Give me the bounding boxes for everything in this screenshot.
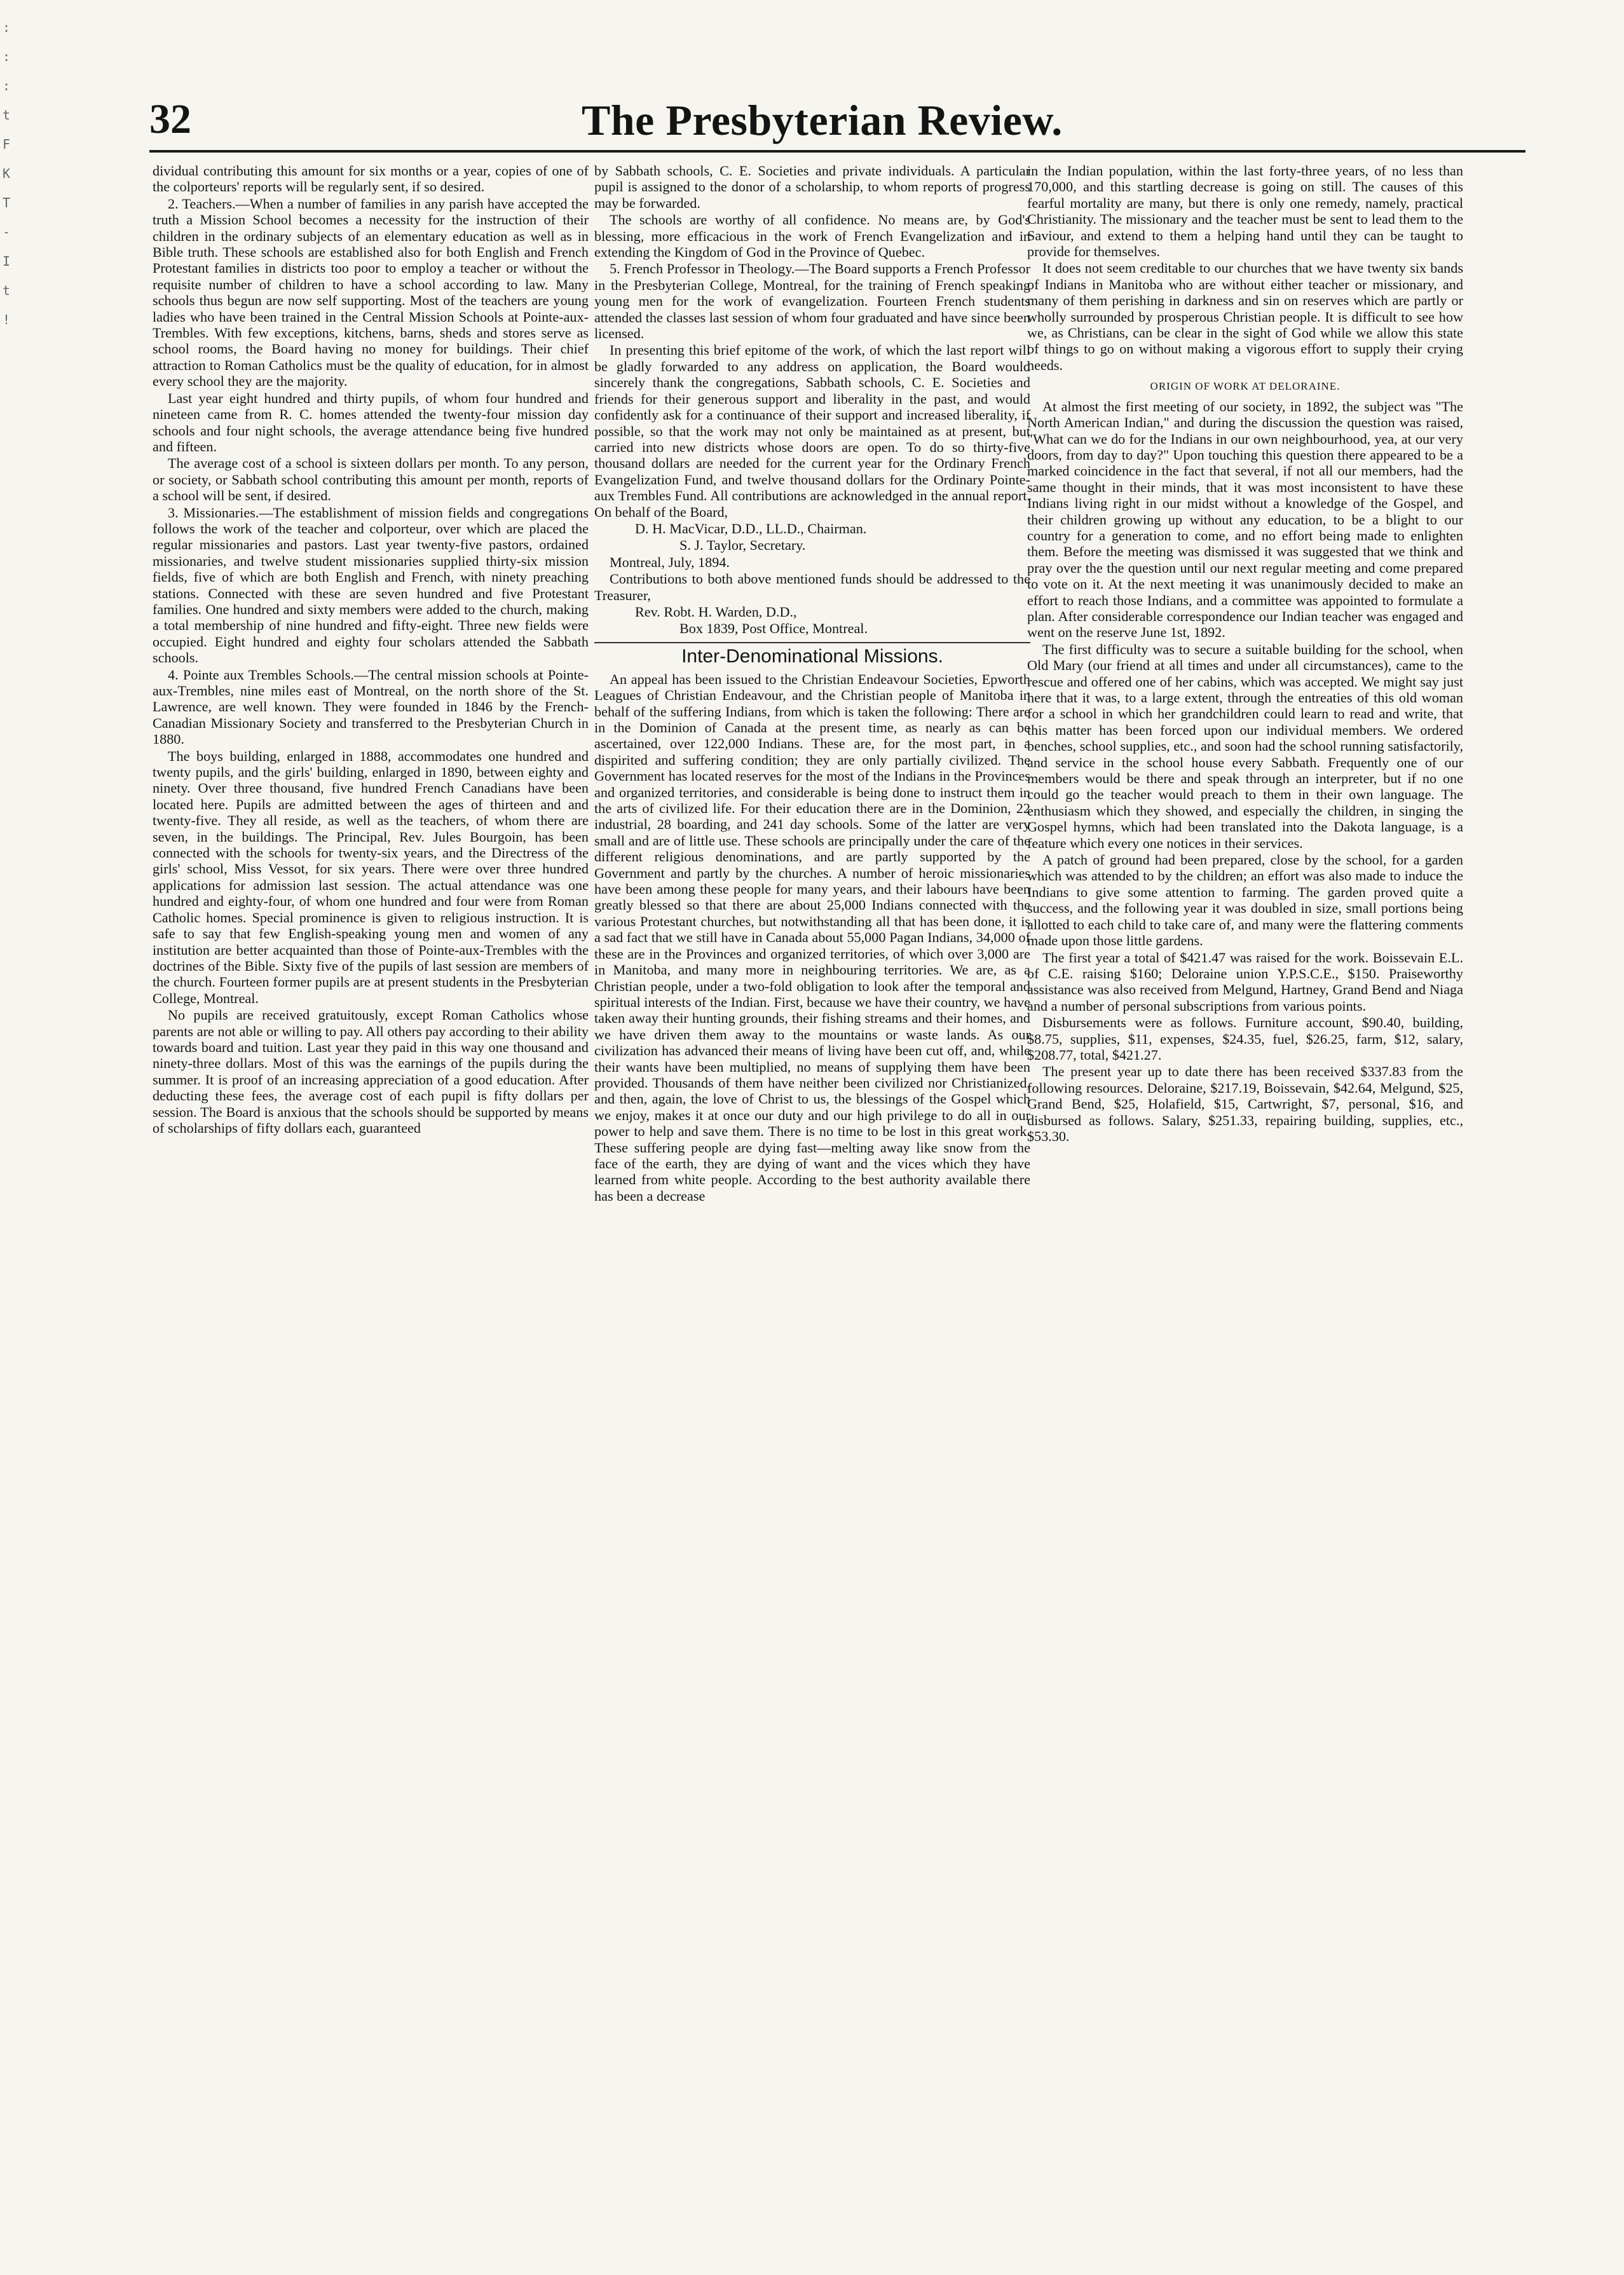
- masthead-rule: [149, 150, 1525, 153]
- signature-chairman: D. H. MacVicar, D.D., LL.D., Chairman.: [635, 520, 867, 536]
- contributions-note: Contributions to both above mentioned funds should be addressed to the Treasurer,: [594, 571, 1030, 603]
- paragraph: At almost the first meeting of our society, in 1892, the subject was "The North American Indian," and during the discussion the question was raised, "What can we do for the Indians in our own neighbourhood, yea, at our very doors, from day to day?" Upon touching this question there appeared to be a marked coincidence in the fact that several, if not all our members, had the same thought in their minds, that it was most inconsistent to have these Indians living right in our midst without a knowledge of the Gospel, and their children growing up without any education, to be a blight to our country for a generation to come, and no effort being made to enlighten them. Before the meeting was dismissed it was suggested that we think and pray over the the question until our next regular meeting and come prepared to vote on it. At the next meeting it was unanimously decided to make an effort to reach those Indians, and a committee was appointed to formulate a plan. After considerable correspondence our Indian teacher was engaged and went on the reserve June 1st, 1892.: [1027, 398, 1463, 641]
- column-2: [594, 163, 1030, 2260]
- paragraph: The present year up to date there has been received $337.83 from the following resources. Deloraine, $217.19, Boissevain, $42.64, Melgund, $25, Grand Bend, $25, Holafield, $15, Cartwright, $7, personal, $16, and disbursed as follows. Salary, $251.33, repairing building, supplies, etc., $53.30.: [1027, 1063, 1463, 1144]
- paragraph: No pupils are received gratuitously, except Roman Catholics whose parents are not able or willing to pay. All others pay according to their ability towards board and tuition. Last year they paid in this way one thousand and ninety-three dollars. Most of this was the earnings of the pupils during the summer. It is proof of an increasing appreciation of a good education. After deducting these fees, the average cost of each pupil is fifty dollars per session. The Board is anxious that the schools should be supported by means of scholarships of fifty dollars each, guaranteed: [153, 1007, 589, 1136]
- column-3: [1027, 163, 1463, 2260]
- paragraph: 3. Missionaries.—The establishment of mission fields and congregations follows the work of the teacher and colporteur, over which are placed the regular missionaries and pastors. Last year twenty-five pastors, ordained missionaries, and twelve student missionaries supplied thirty-six mission fields, five of which are both English and French, with ninety preaching stations. Connected with these are seven hundred and five Protestant families. One hundred and sixty members were added to the church, making a total membership of nine hundred and fifty-eight. Three new fields were occupied. Eight hundred and eighty four scholars attended the Sabbath schools.: [153, 504, 589, 666]
- paragraph: In presenting this brief epitome of the work, of which the last report will be gladly forwarded to any address on application, the Board would sincerely thank the congregations, Sabbath schools, C. E. Societies and friends for their generous support and liberality in the past, and would confidently ask for a continuance of their support and increased liberality, if possible, so that the work may not only be maintained as at present, but carried into new districts whose doors are open. To do so thirty-five thousand dollars are needed for the current year for the Ordinary French Evangelization Fund, and twelve thousand dollars for the Ordinary Pointe-aux Trembles Fund. All contributions are acknowledged in the annual report. On behalf of the Board,: [594, 342, 1030, 520]
- column-1: [153, 163, 589, 2260]
- paragraph: The average cost of a school is sixteen dollars per month. To any person, or society, or Sabbath school contributing this amount per month, reports of a school will be sent, if desired.: [153, 455, 589, 504]
- page-number: 32: [149, 96, 191, 142]
- section-title: Inter-Denominational Missions.: [594, 642, 1030, 667]
- paragraph: It does not seem creditable to our churches that we have twenty six bands of Indians in Manitoba who are without either teacher or missionary, and many of them perishing in darkness and sin on reserves which are partly or wholly surrounded by prosperous Christian people. It is difficult to see how we, as Christians, can be clear in the sight of God while we allow this state of things to go on without making a vigorous effort to supply their crying needs.: [1027, 260, 1463, 373]
- subhead: ORIGIN OF WORK AT DELORAINE.: [1150, 380, 1341, 393]
- paragraph: The schools are worthy of all confidence. No means are, by God's blessing, more efficacious in the work of French Evangelization and in extending the Kingdom of God in the Province of Quebec.: [594, 212, 1030, 261]
- paragraph: dividual contributing this amount for six months or a year, copies of one of the colporteurs' reports will be regularly sent, if so desired.: [153, 163, 589, 195]
- paragraph: The first year a total of $421.47 was raised for the work. Boissevain E.L. of C.E. raising $160; Deloraine union Y.P.S.C.E., $150. Praiseworthy assistance was also received from Melgund, Hartney, Grand Bend and Niaga and a number of personal subscriptions from various points.: [1027, 949, 1463, 1014]
- masthead: [149, 95, 1525, 153]
- paragraph: The first difficulty was to secure a suitable building for the school, when Old Mary (our friend at all times and under all circumstances), came to the rescue and offered one of her cabins, which was accepted. We might say just here that it was, to a large extent, through the entreaties of this old woman for a school in which her grandchildren could learn to read and write, that this matter has been forced upon our individual members. We ordered benches, school supplies, etc., and soon had the school running satisfactorily, and service in the school house every Sabbath. Frequently one of our members would be there and speak through an interpreter, but if no one could go the teacher would preach to them in their own language. The enthusiasm which they showed, and especially the children, in singing the Gospel hymns, which had been translated into the Dakota language, is a feature which every one notices in their services.: [1027, 641, 1463, 851]
- paragraph: 5. French Professor in Theology.—The Board supports a French Professor in the Presbyterian College, Montreal, for the training of French speaking young men for the work of evangelization. Fourteen French students attended the classes last session of whom four graduated and have since been licensed.: [594, 261, 1030, 342]
- scan-margin-marks: : : : t F K T - I t !: [3, 20, 11, 327]
- treasurer-name: Rev. Robt. H. Warden, D.D.,: [635, 603, 797, 620]
- paragraph: An appeal has been issued to the Christian Endeavour Societies, Epworth Leagues of Christian Endeavour, and the Christian people of Manitoba in behalf of the suffering Indians, from which is taken the following: There are in the Dominion of Canada at the present time, as nearly as can be ascertained, over 122,000 Indians. These are, for the most part, in a dispirited and suffering condition; they are only partially civilized. The Government has located reserves for the most of the Indians in the Provinces and organized territories, and considerable is being done to instruct them in the arts of civilized life. For their education there are in the Dominion, 22 industrial, 28 boarding, and 241 day schools. Some of the latter are very small and are of little use. These schools are principally under the care of the different religious denominations, and are partly supported by the Government and partly by the churches. A number of heroic missionaries have been among these people for many years, and their labours have been greatly blessed so that there are about 25,000 Indians connected with the various Protestant churches, but notwithstanding all that has been done, it is a sad fact that we still have in Canada about 55,000 Pagan Indians, 34,000 of these are in the Provinces and organized territories, of which over 3,000 are in Manitoba, and many more in neighbouring territories. We are, as a Christian people, under a two-fold obligation to look after the temporal and spiritual interests of the Indian. First, because we have their country, we have taken away their hunting grounds, their fishing streams and their homes, and we have driven them away to the mountains or waste lands. As our civilization has advanced their means of living have been cut off, and, while their wants have been multiplied, no means of supplying them have been provided. Thousands of them have neither been civilized nor Christianized, and then, again, the love of Christ to us, the blessings of the Gospel which we enjoy, makes it at once our duty and our high privilege to do all in our power to help and save them. There is no time to be lost in this great work. These suffering people are dying fast—melting away like snow from the face of the earth, they are dying of want and the vices which they have learned from white people. According to the best authority available there has been a decrease: [594, 671, 1030, 1204]
- paragraph: 2. Teachers.—When a number of families in any parish have accepted the truth a Mission School becomes a necessity for the instruction of their children in the ordinary subjects of an elementary education as well as in Bible truth. These schools are established also for both English and French Protestant families in districts too poor to employ a teacher or without the requisite number of children to have a school according to law. Many schools thus begun are now self supporting. Most of the teachers are young ladies who have been trained in the Central Mission Schools at Pointe-aux-Trembles. With few exceptions, kitchens, barns, sheds and stores serve as school rooms, the Board having no money for buildings. Their chief attraction to Roman Catholics must be the quality of education, for in almost every school they are the majority.: [153, 195, 589, 390]
- paragraph: by Sabbath schools, C. E. Societies and private individuals. A particular pupil is assigned to the donor of a scholarship, to whom reports of progress may be forwarded.: [594, 163, 1030, 211]
- journal-title: The Presbyterian Review.: [582, 96, 1063, 144]
- dateline: Montreal, July, 1894.: [610, 554, 730, 570]
- paragraph: Last year eight hundred and thirty pupils, of whom four hundred and nineteen came from R. C. homes attended the twenty-four mission day schools and four night schools, the average attendance being five hundred and fifteen.: [153, 390, 589, 454]
- paragraph: in the Indian population, within the last forty-three years, of no less than 170,000, and this startling decrease is going on still. The causes of this fearful mortality are many, but there is only one remedy, namely, practical Christianity. The missionary and the teacher must be sent to lead them to the Saviour, and extend to them a helping hand until they can be taught to provide for themselves.: [1027, 163, 1463, 260]
- paragraph: 4. Pointe aux Trembles Schools.—The central mission schools at Pointe-aux-Trembles, nine miles east of Montreal, on the north shore of the St. Lawrence, are well known. They were founded in 1846 by the French-Canadian Missionary Society and transferred to the Presbyterian Church in 1880.: [153, 666, 589, 748]
- paragraph: The boys building, enlarged in 1888, accommodates one hundred and twenty pupils, and the girls' building, enlarged in 1890, between eighty and ninety. Over three thousand, five hundred French Canadians have been located here. Pupils are admitted between the ages of thirteen and and twenty-five. They all reside, as well as the teachers, of whom there are seven, in the buildings. The Principal, Rev. Jules Bourgoin, has been connected with the schools for twenty-six years, and the Directress of the girls' school, Miss Vessot, for six years. There were over three hundred applications for admission last session. The actual attendance was one hundred and eighty-four, of whom one hundred and four were from Roman Catholic homes. Special prominence is given to religious instruction. It is safe to say that few English-speaking young men and women of any institution are better acquainted than those of Pointe-aux-Trembles with the doctrines of the Bible. Sixty five of the pupils of last session are members of the church. Fourteen former pupils are at present students in the Presbyterian College, Montreal.: [153, 748, 589, 1006]
- treasurer-address: Box 1839, Post Office, Montreal.: [679, 620, 868, 637]
- paragraph: A patch of ground had been prepared, close by the school, for a garden which was attended to by the children; an effort was also made to induce the Indians to give some attention to farming. The garden proved quite a success, and the following year it was doubled in size, small portions being allotted to each child to take care of, and many were the flattering comments made upon those little gardens.: [1027, 852, 1463, 949]
- paragraph: Disbursements were as follows. Furniture account, $90.40, building, $8.75, supplies, $11, expenses, $24.35, fuel, $26.25, farm, $12, salary, $208.77, total, $421.27.: [1027, 1015, 1463, 1063]
- signature-secretary: S. J. Taylor, Secretary.: [679, 537, 806, 554]
